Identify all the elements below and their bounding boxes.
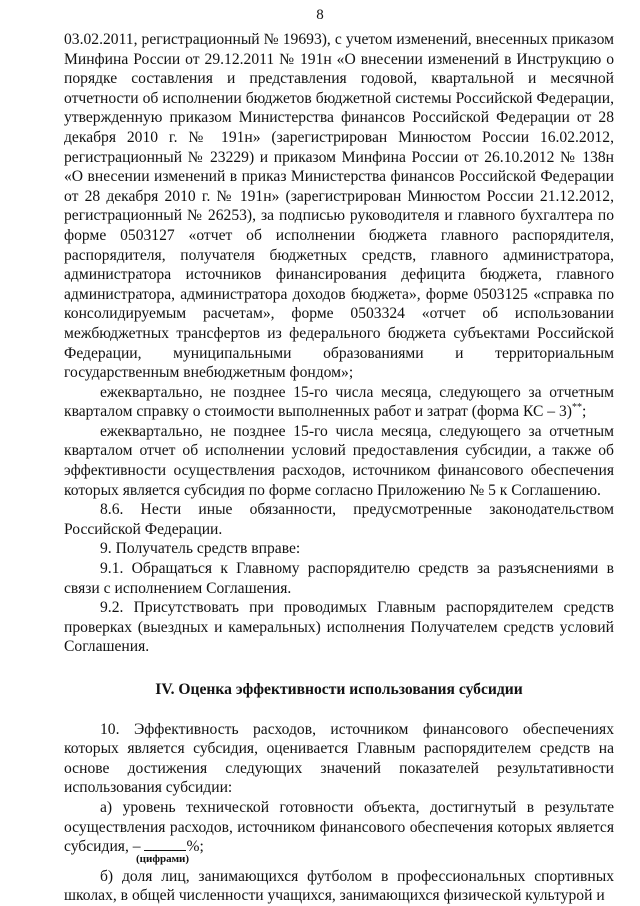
paragraph-10-a xyxy=(64,798,614,857)
ks3-text: ежеквартально, не позднее 15-го числа месяца, следующего за отчетным кварталом справку о стоимости выполненных работ и затрат (форма КС – 3) xyxy=(64,383,614,421)
document-body xyxy=(64,30,614,906)
section-heading: IV. Оценка эффективности использования субсидии xyxy=(155,681,523,698)
paragraph-reporting-forms: 03.02.2011, регистрационный № 19693), с учетом изменений, внесенных приказом Минфина России от 29.12.2011 № 191н «О внесении изменений в Инструкцию о порядке составления и представления годовой, квартальной и месячной отчетности об исполнении бюджетов бюджетной системы Российской Федерации, утвержденную приказом Министерства финансов Российской Федерации от 28 декабря 2010 г. № 191н» (зарегистрирован Минюстом России 16.02.2012, регистрационный № 23229) и приказом Минфина России от 26.10.2012 № 138н «О внесении изменений в приказ Министерства финансов Российской Федерации от 28 декабря 2010 г. № 191н» (зарегистрирован Минюстом России 21.12.2012, регистрационный № 26253), за подписью руководителя и главного бухгалтера по форме 0503127 «отчет об исполнении бюджета главного распорядителя, распорядителя, получателя бюджетных средств, главного администратора, администратора источников финансирования дефицита бюджета, главного администратора, администратора доходов бюджета», форме 0503125 «справка по консолидируемым расчетам», форме 0503324 «отчет об использовании межбюджетных трансфертов из федерального бюджета субъектами Российской Федерации, муниципальными образованиями и территориальным государственным внебюджетным фондом»; xyxy=(64,31,614,382)
paragraph-9-1: 9.1. Обращаться к Главному распорядителю средств за разъяснениями в связи с исполнением Соглашения. xyxy=(64,560,614,597)
paragraph-9: 9. Получатель средств вправе: xyxy=(100,540,301,558)
footnote-marker: ** xyxy=(571,402,582,414)
paragraph-8-6: 8.6. Нести иные обязанности, предусмотренные законодательством Российской Федерации. xyxy=(64,501,614,538)
fill-in-blank xyxy=(144,838,186,851)
paragraph-ks3-report xyxy=(64,383,614,422)
paragraph-subsidy-report: ежеквартально, не позднее 15-го числа месяца, следующего за отчетным кварталом отчет об исполнении условий предоставления субсидии, а также об эффективности осуществления расходов, источником финансового обеспечения которых является субсидия по форме согласно Приложению № 5 к Соглашению. xyxy=(64,422,614,499)
paragraph-9-2: 9.2. Присутствовать при проводимых Главным распорядителем средств проверках (выездных и камеральных) исполнения Получателем средств условий Соглашения. xyxy=(64,599,614,656)
blank-caption: (цифрами) xyxy=(136,852,190,865)
ks3-end: ; xyxy=(581,403,587,421)
caption-row xyxy=(64,853,614,867)
paragraph-10-b: б) доля лиц, занимающихся футболом в профессиональных спортивных школах, в общей численности учащихся, занимающихся физической культурой и xyxy=(64,867,614,905)
item-a-end: %; xyxy=(186,838,204,856)
item-a-text: а) уровень технической готовности объекта, достигнутый в результате осуществления расходов, источником финансового обеспечения которых является субсидия, – xyxy=(64,798,614,856)
paragraph-10: 10. Эффективность расходов, источником финансового обеспечениях которых является субсидия, оценивается Главным распорядителем средств на основе достижения следующих значений показателей результативности использования субсидии: xyxy=(64,720,614,797)
page-number: 8 xyxy=(316,7,324,23)
